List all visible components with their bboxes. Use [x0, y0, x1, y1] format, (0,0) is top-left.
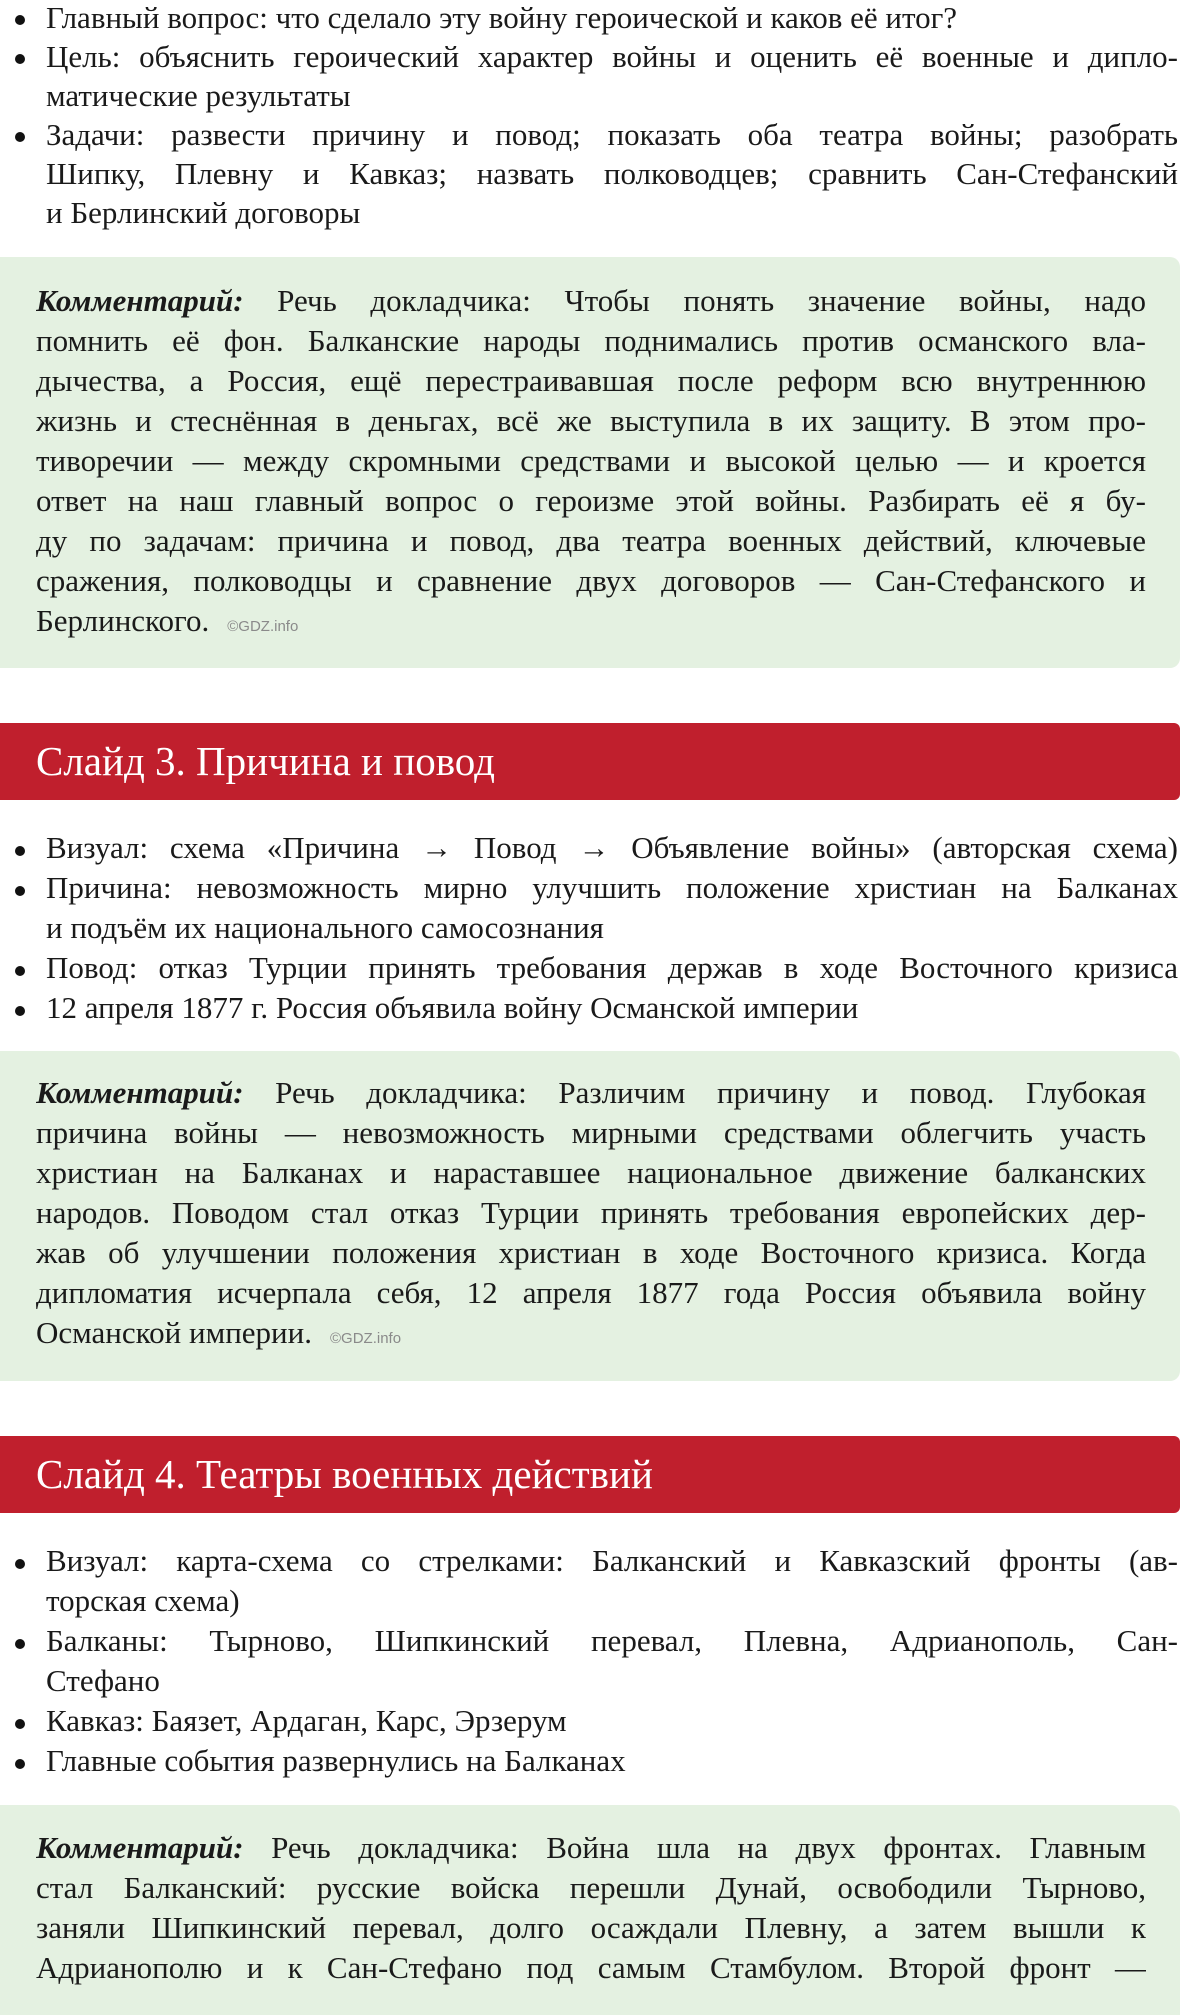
- bullet-icon: [15, 1719, 25, 1729]
- bullet-item-cause: [46, 868, 1178, 948]
- comment-line: тиворечии — между скромными средствами и высокой целью — и кроется: [36, 443, 1146, 478]
- comment-line: помнить её фон. Балканские народы поднимались против османского вла-: [36, 323, 1146, 358]
- comment-line: христиан на Балканах и нараставшее национальное движение балканских: [36, 1155, 1146, 1190]
- comment-box: [0, 257, 1180, 668]
- comment-line: [36, 281, 1146, 321]
- comment-line: сражения, полководцы и сравнение двух договоров — Сан-Стефанского и: [36, 563, 1146, 598]
- comment-line: [36, 1313, 1146, 1353]
- comment-line: ответ на наш главный вопрос о героизме этой войны. Разбирать её я бу-: [36, 483, 1146, 518]
- comment-line: ду по задачам: причина и повод, два театра военных действий, ключевые: [36, 523, 1146, 558]
- comment-line: жизнь и стеснённая в деньгах, всё же выступила в их защиту. В этом про-: [36, 403, 1146, 438]
- bullet-line: матические результаты: [46, 78, 351, 113]
- bullet-item-pretext: [46, 948, 1178, 988]
- bullet-icon: [15, 966, 25, 976]
- bullet-line: торская схема): [46, 1583, 240, 1618]
- bullet-item-visual: [46, 1541, 1178, 1621]
- comment-line: Адрианополю и к Сан-Стефано под самым Стамбулом. Второй фронт —: [36, 1950, 1146, 1985]
- slide-4-bullet-list: [46, 1541, 1178, 1781]
- comment-line: [36, 1828, 1146, 1868]
- comment-label: Комментарий:: [36, 1075, 244, 1110]
- bullet-icon: [15, 15, 25, 25]
- bullet-icon: [15, 1559, 25, 1569]
- comment-line: стал Балканский: русские войска перешли Дунай, освободили Тырново,: [36, 1870, 1146, 1905]
- bullet-icon: [15, 1759, 25, 1769]
- bullet-icon: [15, 886, 25, 896]
- slide-4-heading: Слайд 4. Театры военных действий: [0, 1436, 1180, 1513]
- comment-line: [36, 1073, 1146, 1113]
- slide-3-bullet-list: [46, 828, 1178, 1028]
- bullet-icon: [15, 1639, 25, 1649]
- comment-line: дипломатия исчерпала себя, 12 апреля 1877 года Россия объявила войну: [36, 1275, 1146, 1310]
- bullet-line: Повод: отказ Турции принять требования держав в ходе Восточного кризиса: [46, 950, 1178, 985]
- bullet-icon: [15, 1006, 25, 1016]
- bullet-item-tasks: [46, 115, 1178, 232]
- comment-text: Берлинского.: [36, 603, 210, 638]
- comment-line: причина войны — невозможность мирными средствами облегчить участь: [36, 1115, 1146, 1150]
- copyright-mark: ©GDZ.info: [227, 618, 299, 635]
- bullet-item-visual: [46, 828, 1178, 868]
- comment-line: народов. Поводом стал отказ Турции принять требования европейских дер-: [36, 1195, 1146, 1230]
- comment-text: Османской империи.: [36, 1315, 312, 1350]
- bullet-line: Стефано: [46, 1663, 160, 1698]
- comment-label: Комментарий:: [36, 1830, 244, 1865]
- comment-text: Речь докладчика: Различим причину и повод. Глубокая: [275, 1075, 1146, 1110]
- bullet-icon: [15, 132, 25, 142]
- comment-text: Речь докладчика: Война шла на двух фронтах. Главным: [271, 1830, 1146, 1865]
- comment-line: жав об улучшении положения христиан в ходе Восточного кризиса. Когда: [36, 1235, 1146, 1270]
- copyright-mark: ©GDZ.info: [329, 1330, 402, 1347]
- comment-line: заняли Шипкинский перевал, долго осаждали Плевну, а затем вышли к: [36, 1910, 1146, 1945]
- intro-bullet-list: [46, 0, 1178, 232]
- bullet-item-goal: [46, 37, 1178, 115]
- bullet-line: Главный вопрос: что сделало эту войну героической и каков её итог?: [46, 0, 958, 35]
- bullet-line: Визуал: схема «Причина → Повод → Объявление войны» (авторская схема): [46, 830, 1178, 865]
- comment-label: Комментарий:: [36, 283, 244, 318]
- comment-line: дычества, а Россия, ещё перестраивавшая после реформ всю внутреннюю: [36, 363, 1146, 398]
- bullet-item-caucasus: [46, 1701, 1178, 1741]
- bullet-item-date: [46, 988, 1178, 1028]
- bullet-line: Шипку, Плевну и Кавказ; назвать полководцев; сравнить Сан-Стефанский: [46, 156, 1178, 191]
- bullet-line: Балканы: Тырново, Шипкинский перевал, Плевна, Адрианополь, Сан-: [46, 1623, 1178, 1658]
- bullet-line: и подъём их национального самосознания: [46, 910, 604, 945]
- bullet-line: Цель: объяснить героический характер войны и оценить её военные и дипло-: [46, 39, 1178, 74]
- bullet-line: Главные события развернулись на Балканах: [46, 1743, 626, 1778]
- comment-text: Речь докладчика: Чтобы понять значение войны, надо: [277, 283, 1146, 318]
- bullet-line: и Берлинский договоры: [46, 195, 361, 230]
- bullet-icon: [15, 54, 25, 64]
- comment-line: [36, 601, 1146, 641]
- bullet-line: Причина: невозможность мирно улучшить положение христиан на Балканах: [46, 870, 1178, 905]
- comment-box: [0, 1051, 1180, 1381]
- bullet-line: Задачи: развести причину и повод; показать оба театра войны; разобрать: [46, 117, 1178, 152]
- bullet-line: Визуал: карта-схема со стрелками: Балканский и Кавказский фронты (ав-: [46, 1543, 1178, 1578]
- bullet-line: 12 апреля 1877 г. Россия объявила войну Османской империи: [46, 990, 859, 1025]
- bullet-line: Кавказ: Баязет, Ардаган, Карс, Эрзерум: [46, 1703, 567, 1738]
- slide-3-heading: Слайд 3. Причина и повод: [0, 723, 1180, 800]
- bullet-item-balkans: [46, 1621, 1178, 1701]
- bullet-item-main-events: [46, 1741, 1178, 1781]
- comment-box: [0, 1805, 1180, 2015]
- bullet-icon: [15, 846, 25, 856]
- bullet-item-main-question: [46, 0, 1178, 37]
